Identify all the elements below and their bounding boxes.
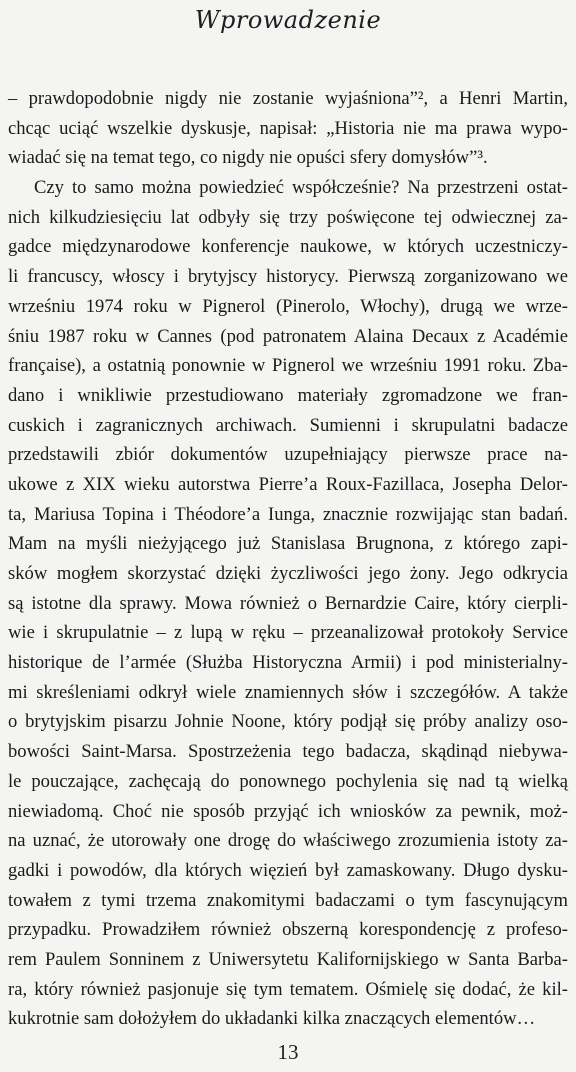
text-line: wrześniu 1974 roku w Pignerol (Pinerolo, Włochy), drugą we wrze- [8,295,568,317]
text-line: sków mogłem skorzystać dzięki życzliwości jego żony. Jego odkrycia [8,563,568,584]
text-line: wiadać się na temat tego, co nigdy nie opuści sfery domysłów”³. [8,147,488,169]
text-line: ra, który również pasjonuje się tym tematem. Ośmielę się dodać, że kil- [8,978,568,1000]
text-line: Mam na myśli nieżyjącego już Stanislasa Brugnona, z którego zapi- [8,533,568,555]
text-line: na uznać, że utorowały one drogę do właściwego zrozumienia istoty za- [8,830,568,852]
text-line: ta, Mariusa Topina i Théodore’a Iunga, znacznie rozwijając stan badań. [8,503,568,525]
text-line: kukrotnie sam dołożyłem do układanki kilka znaczących elementów… [8,1008,536,1030]
text-line: le pouczające, zachęcają do ponownego pochylenia się nad tą wielką [8,770,568,792]
running-head: Wprowadzenie [194,6,382,34]
text-line: cuskich i zagranicznych archiwach. Sumienni i skrupulatni badacze [8,414,568,436]
text-line: przedstawili zbiór dokumentów uzupełniający pierwsze prace na- [8,444,568,466]
text-line: nich kilkudziesięciu lat odbyły się trzy poświęcone tej odwiecznej za- [8,206,568,228]
text-line: française), a ostatnią ponownie w Pignerol we wrześniu 1991 roku. Zba- [8,355,568,377]
text-line: chcąc uciąć wszelkie dyskusje, napisał: „Historia nie ma prawa wypo- [8,117,568,139]
text-line: historique de l’armée (Służba Historyczna Armii) i pod ministerialny- [8,652,568,674]
text-line: towałem z tymi trzema znakomitymi badaczami o tym fascynującym [8,889,568,911]
text-line: śniu 1987 roku w Cannes (pod patronatem Alaina Decaux z Académie [8,325,568,347]
text-line: o brytyjskim pisarzu Johnie Noone, który podjął się próby analizy oso- [8,711,568,733]
text-line: wie i skrupulatnie – z lupą w ręku – przeanalizował protokoły Service [8,622,568,644]
text-line: dano i wnikliwie przestudiowano materiały zgromadzone we fran- [8,384,568,406]
text-line: – prawdopodobnie nigdy nie zostanie wyjaśniona”², a Henri Martin, [8,88,568,109]
text-line: ukowe z XIX wieku autorstwa Pierre’a Roux-Fazillaca, Josepha Delor- [8,473,568,495]
text-line: bowości Saint-Marsa. Spostrzeżenia tego badacza, skądinąd niebywa- [8,741,568,763]
text-line: gadki i powodów, dla których więzień był zamaskowany. Długo dysku- [8,859,568,881]
body-text [8,84,568,1034]
text-line: li francuscy, włoscy i brytyjscy historycy. Pierwszą zorganizowano we [8,266,568,288]
text-line: rem Paulem Sonninem z Uniwersytetu Kalifornijskiego w Santa Barba- [8,948,568,970]
text-line: Czy to samo można powiedzieć współcześnie? Na przestrzeni ostat- [34,177,568,199]
page-number: 13 [277,1040,299,1064]
text-line: mi skreśleniami odkrył wiele znamiennych słów i szczegółów. A także [8,681,568,703]
text-line: przypadku. Prowadziłem również obszerną korespondencję z profeso- [8,919,568,941]
text-line: niewiadomą. Choć nie sposób przyjąć ich wniosków za pewnik, moż- [8,800,568,822]
text-line: gadce międzynarodowe konferencje naukowe, w których uczestniczy- [8,236,568,258]
text-line: są istotne dla sprawy. Mowa również o Bernardzie Caire, który cierpli- [8,592,568,614]
